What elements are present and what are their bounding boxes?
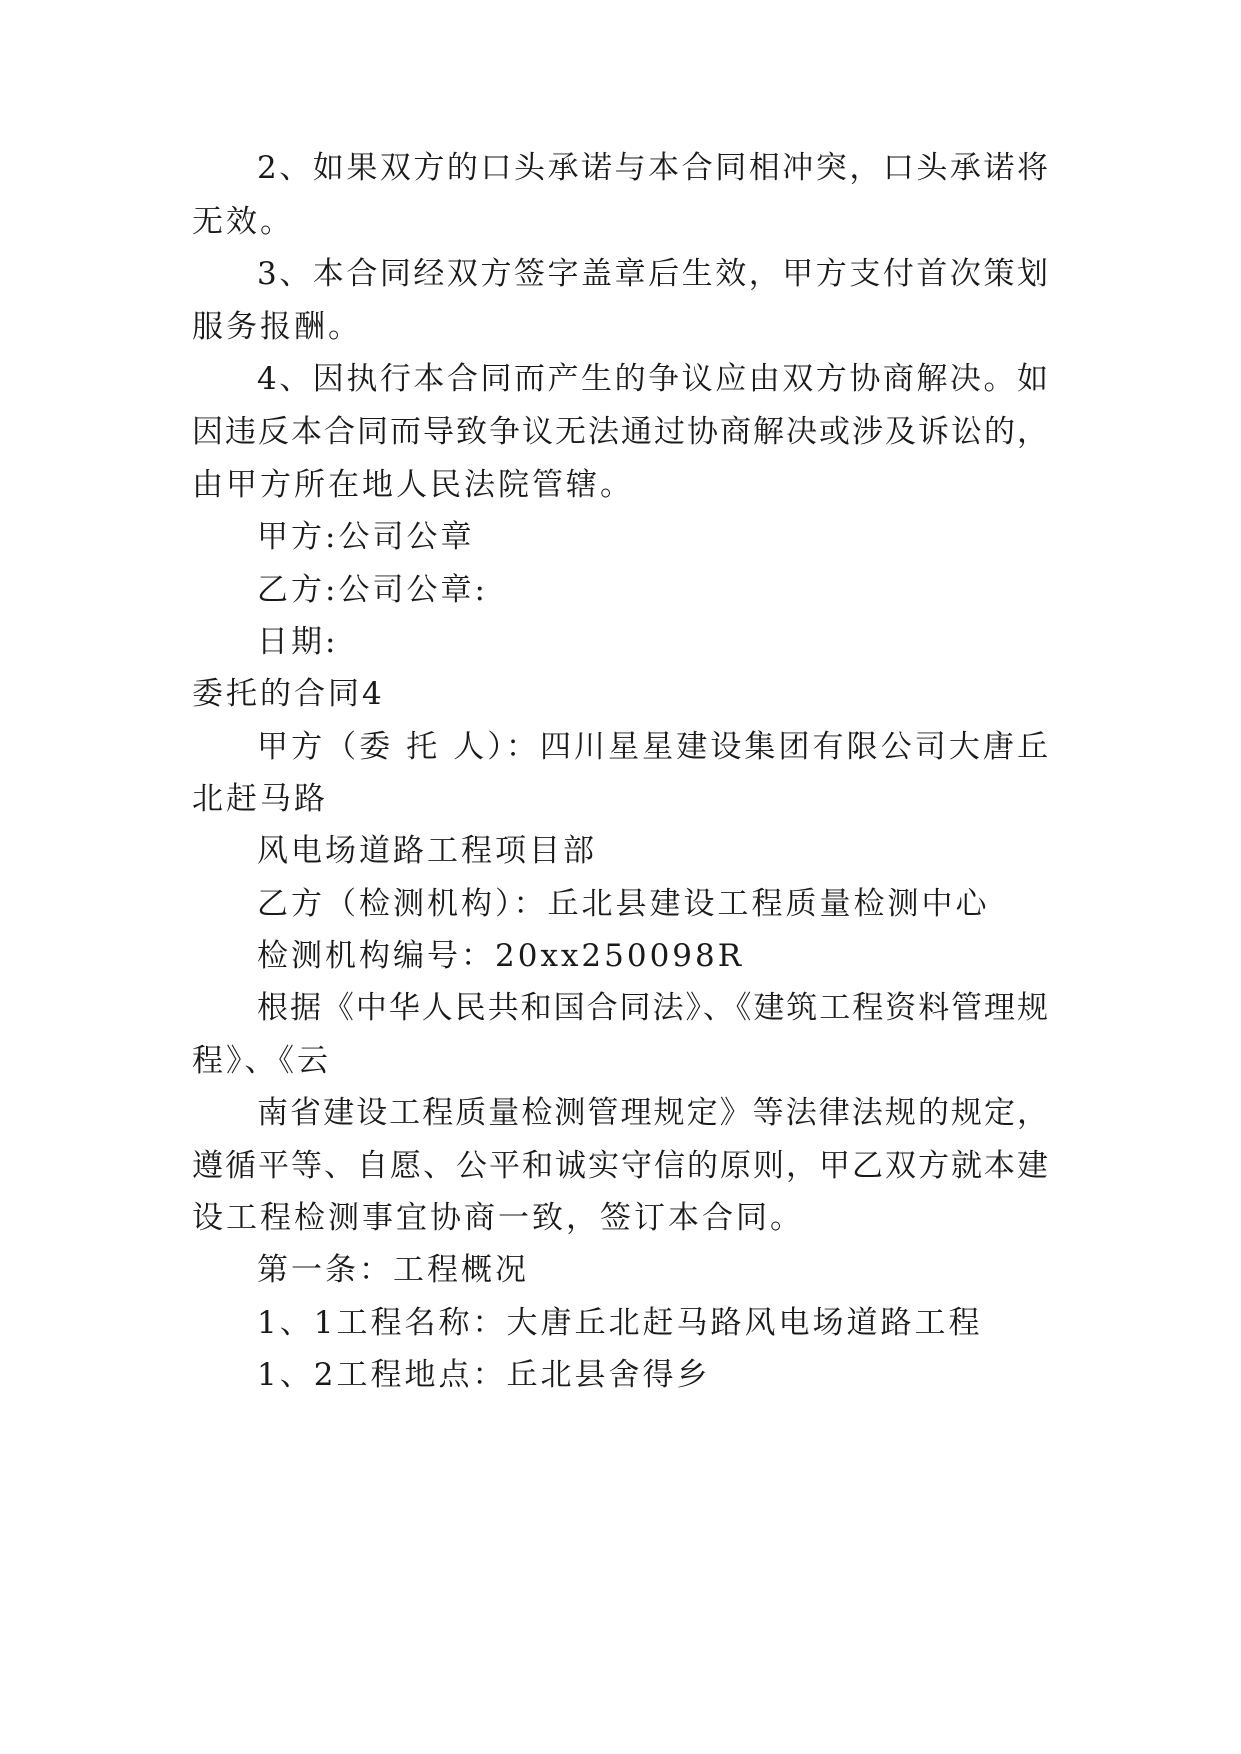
party-a-line-2: 北赶马路: [192, 781, 328, 817]
date-line: 日期:: [257, 624, 339, 660]
paragraph-clause-2-line-1: 2、如果双方的口头承诺与本合同相冲突，口头承诺将: [257, 150, 1048, 186]
party-a-seal-line: 甲方:公司公章: [257, 519, 475, 555]
paragraph-clause-3-line-1: 3、本合同经双方签字盖章后生效，甲方支付首次策划: [257, 256, 1048, 292]
basis-line-5: 设工程检测事宜协商一致，签订本合同。: [192, 1200, 804, 1236]
agency-number-line: 检测机构编号：20xx250098R: [257, 938, 745, 974]
basis-line-3: 南省建设工程质量检测管理规定》等法律法规的规定，: [257, 1095, 1048, 1131]
paragraph-clause-4-line-2: 因违反本合同而导致争议无法通过协商解决或涉及诉讼的，: [192, 414, 1048, 450]
party-a-line-3: 风电场道路工程项目部: [257, 833, 597, 869]
basis-line-1: 根据《中华人民共和国合同法》、《建筑工程资料管理规: [257, 990, 1048, 1026]
paragraph-clause-4-line-1: 4、因执行本合同而产生的争议应由双方协商解决。如: [257, 361, 1048, 397]
project-name-line: 1、1工程名称：大唐丘北赶马路风电场道路工程: [257, 1305, 983, 1341]
paragraph-clause-4-line-3: 由甲方所在地人民法院管辖。: [192, 467, 634, 503]
project-location-line: 1、2工程地点：丘北县舍得乡: [257, 1357, 711, 1393]
party-a-line-1: 甲方（委 托 人）：四川星星建设集团有限公司大唐丘: [257, 729, 1048, 765]
party-b-line: 乙方（检测机构）：丘北县建设工程质量检测中心: [257, 886, 990, 922]
article-one-heading: 第一条：工程概况: [257, 1252, 529, 1288]
basis-line-2: 程》、《云: [192, 1043, 331, 1079]
section-title: 委托的合同4: [192, 676, 385, 712]
paragraph-clause-3-line-2: 服务报酬。: [192, 309, 362, 345]
paragraph-clause-2-line-2: 无效。: [192, 204, 294, 240]
party-b-seal-line: 乙方:公司公章:: [257, 572, 488, 608]
basis-line-4: 遵循平等、自愿、公平和诚实守信的原则，甲乙双方就本建: [192, 1148, 1048, 1184]
